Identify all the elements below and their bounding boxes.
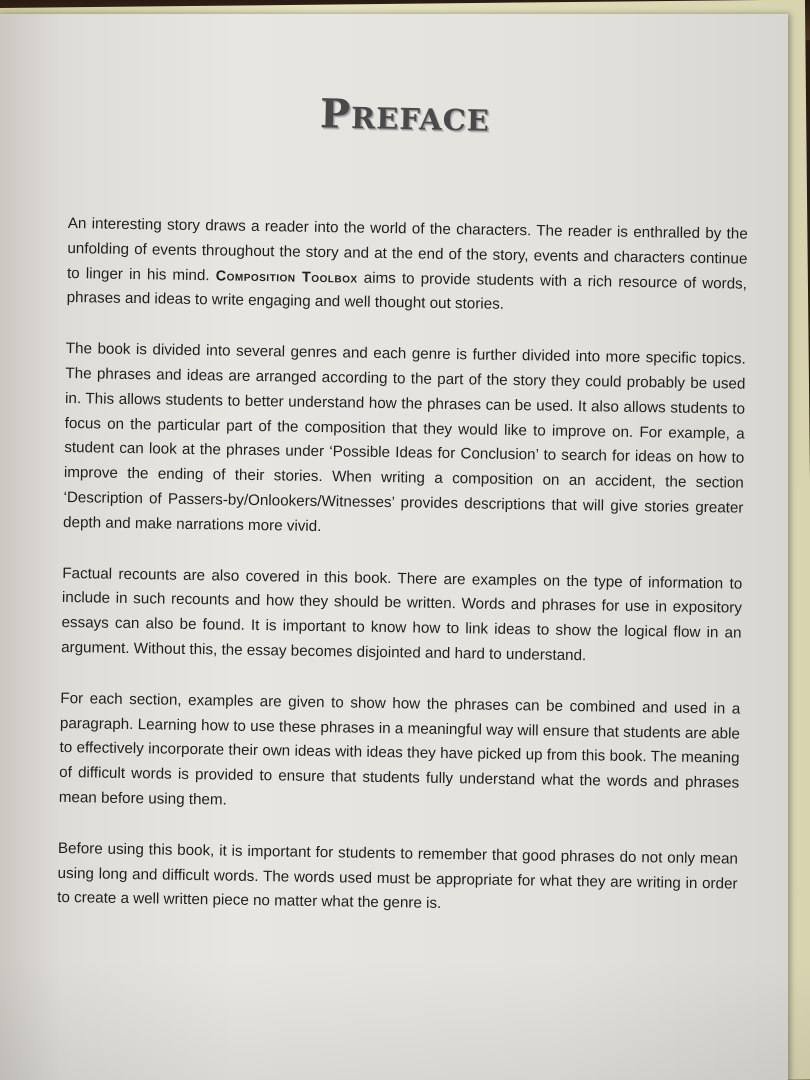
paragraph-5: Before using this book, it is important for students to remember that good phrases do not only mean using long and difficult words. The words used must be appropriate for what they are writing in order to create a well written piece no matter what the genre is. (57, 839, 739, 913)
page-title-rest: REFACE (350, 100, 491, 138)
paragraph-1-start: An interesting story draws a reader into the world of the characters. The reader is enthralled by the unfolding of events throughout the story and at the end of the story, events and characters continue to linger in his mind. (66, 214, 748, 284)
paragraph-1 (66, 212, 747, 322)
paragraph-1-end: aims to provide students with a rich resource of words, phrases and ideas to write engaging and well thought out stories. (66, 269, 748, 314)
paragraph-4: For each section, examples are given to show how the phrases can be combined and used in a paragraph. Learning how to use these phrases in a meaningful way will ensure that students are able to effectively incorporate their own ideas with ideas they have picked up from this book. The meaning of difficult words is provided to ensure that students fully understand what the words and phrases mean before using them. (58, 689, 741, 809)
preface-body (57, 212, 748, 948)
page-title-initial: P (319, 90, 352, 138)
book-title-inline: Composition Toolbox (215, 267, 358, 287)
paragraph-2: The book is divided into several genres and each genre is further divided into more specific topics. The phrases and ideas are arranged according to the part of the story they could probably be used in. This allows students to better understand how the phrases can be used. It also allows students to focus on the particular part of the composition that they would like to improve on. For example, a student can look at the phrases under ‘Possible Ideas for Conclusion’ to search for ideas on how to improve the ending of their stories. When writing a composition on an accident, the section ‘Description of Passers-by/Onlookers/Witnesses’ provides descriptions that will give stories greater depth and make narrations more vivid. (62, 340, 746, 535)
paragraph-3: Factual recounts are also covered in this book. There are examples on the type of information to include in such recounts and how they should be written. Words and phrases for use in expository essays can also be found. It is important to know how to link ideas to show the logical flow in an argument. Without this, the essay becomes disjointed and hard to understand. (61, 564, 743, 665)
